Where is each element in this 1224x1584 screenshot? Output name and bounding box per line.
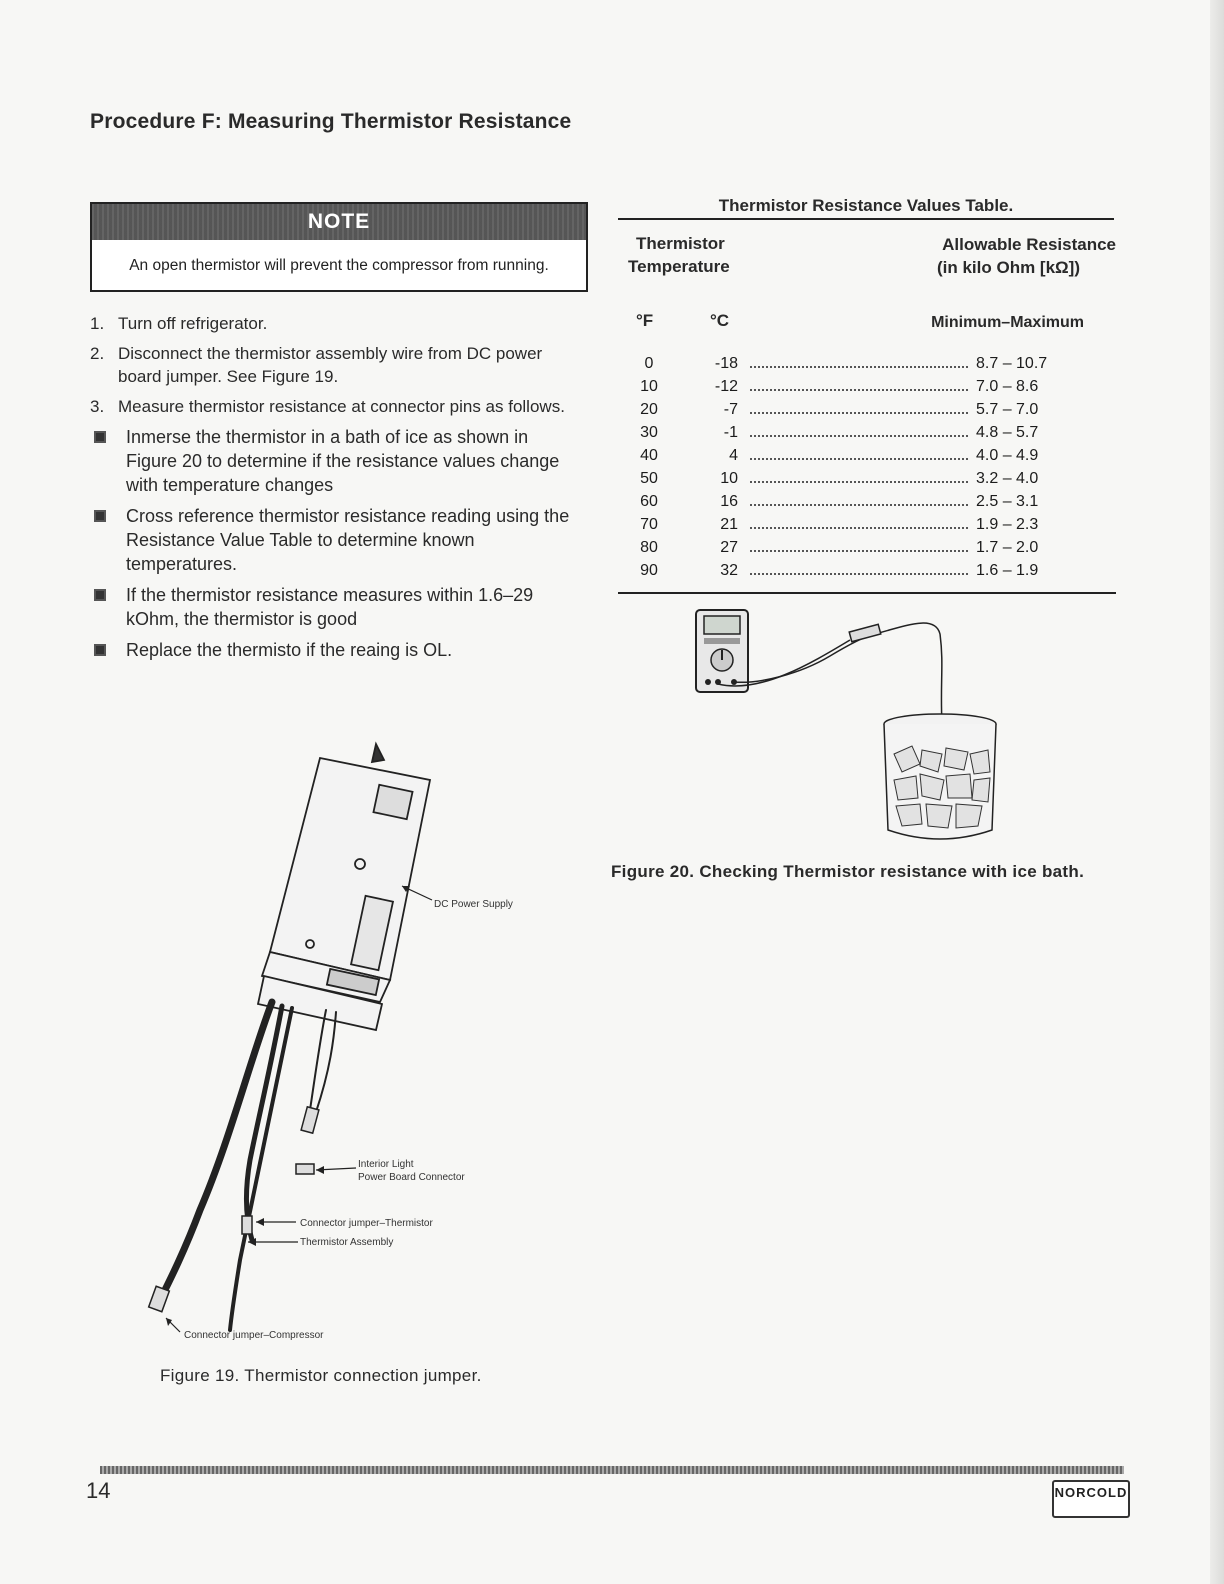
step-1 — [90, 312, 570, 335]
leader-dots — [750, 412, 968, 414]
table-row — [624, 355, 1054, 378]
table-bottom-rule — [618, 592, 1116, 594]
cell-fahrenheit: 90 — [640, 562, 658, 579]
table-row — [624, 562, 1054, 585]
cell-resistance-range: 4.8 – 5.7 — [976, 424, 1039, 441]
bullet-item — [90, 425, 570, 497]
note-box — [90, 202, 588, 292]
leader-dots — [750, 435, 968, 437]
cell-fahrenheit: 80 — [640, 539, 658, 556]
bullet-text: Inmerse the thermistor in a bath of ice as shown in Figure 20 to determine if the resistance values change with temperature changes — [126, 427, 560, 495]
figure-20-illustration — [690, 604, 1010, 848]
square-bullet-icon — [94, 510, 106, 522]
cell-celsius: 21 — [720, 516, 738, 533]
label-power-board-connector: Power Board Connector — [358, 1172, 465, 1183]
step-number: 1. — [90, 314, 105, 333]
label-interior-light: Interior Light — [358, 1159, 414, 1170]
cell-celsius: 16 — [720, 493, 738, 510]
note-heading: NOTE — [307, 210, 371, 233]
step-3 — [90, 395, 570, 418]
bullet-item — [90, 583, 570, 631]
column-fahrenheit: °F — [636, 311, 654, 330]
table-row — [624, 516, 1054, 539]
cell-resistance-range: 5.7 – 7.0 — [976, 401, 1039, 418]
footer-bar — [100, 1466, 1124, 1474]
bullet-text: If the thermistor resistance measures within 1.6–29 kOhm, the thermistor is good — [126, 585, 534, 629]
leader-dots — [750, 458, 968, 460]
figure-19-illustration — [140, 740, 540, 1350]
square-bullet-icon — [94, 589, 106, 601]
table-title: Thermistor Resistance Values Table. — [718, 196, 1014, 215]
label-dc-power-supply: DC Power Supply — [434, 899, 513, 910]
cell-resistance-range: 7.0 – 8.6 — [976, 378, 1039, 395]
cell-fahrenheit: 60 — [640, 493, 658, 510]
cell-celsius: -1 — [723, 424, 738, 441]
figure-19-caption: Figure 19. Thermistor connection jumper. — [160, 1366, 482, 1385]
cell-fahrenheit: 70 — [640, 516, 658, 533]
probe-wires — [718, 623, 942, 724]
label-connector-jumper-thermistor: Connector jumper–Thermistor — [300, 1218, 433, 1229]
table-row — [624, 470, 1054, 493]
page-title: Procedure F: Measuring Thermistor Resistance — [90, 110, 572, 133]
norcold-logo — [1052, 1480, 1130, 1518]
table-row — [624, 401, 1054, 424]
square-bullet-icon — [94, 644, 106, 656]
cell-resistance-range: 8.7 – 10.7 — [976, 355, 1048, 372]
table-row — [624, 378, 1054, 401]
wire-harness — [149, 1002, 336, 1330]
step-text: Measure thermistor resistance at connector pins as follows. — [118, 397, 565, 416]
cell-resistance-range: 1.7 – 2.0 — [976, 539, 1039, 556]
cell-celsius: 10 — [720, 470, 738, 487]
cell-fahrenheit: 30 — [640, 424, 658, 441]
cell-resistance-range: 2.5 – 3.1 — [976, 493, 1039, 510]
leader-dots — [750, 481, 968, 483]
table-row — [624, 493, 1054, 516]
note-text: An open thermistor will prevent the compressor from running. — [129, 257, 549, 274]
bullet-item — [90, 638, 570, 662]
leader-dots — [750, 573, 968, 575]
cell-resistance-range: 4.0 – 4.9 — [976, 447, 1039, 464]
table-top-rule — [618, 218, 1114, 220]
bullet-text: Replace the thermisto if the reaing is OL. — [126, 640, 453, 660]
note-header — [92, 204, 586, 240]
table-row — [624, 539, 1054, 562]
cell-fahrenheit: 20 — [640, 401, 658, 418]
header-thermistor: Thermistor — [636, 234, 725, 253]
cell-celsius: 32 — [720, 562, 738, 579]
multimeter-icon — [696, 610, 748, 692]
figure-20-caption: Figure 20. Checking Thermistor resistance with ice bath. — [611, 862, 1085, 881]
step-text: Disconnect the thermistor assembly wire from DC power board jumper. See Figure 19. — [118, 344, 543, 386]
leader-dots — [750, 550, 968, 552]
cell-celsius: 27 — [720, 539, 738, 556]
cell-celsius: -12 — [714, 378, 738, 395]
cell-celsius: -18 — [714, 355, 738, 372]
square-bullet-icon — [94, 431, 106, 443]
header-kilo-ohm: (in kilo Ohm [kΩ]) — [936, 258, 1080, 277]
ice-bath-glass-icon — [884, 714, 996, 839]
procedure-steps — [90, 312, 570, 669]
header-allowable-resistance: Allowable Resistance — [942, 235, 1116, 254]
table-row — [624, 424, 1054, 447]
cell-fahrenheit: 0 — [644, 355, 654, 372]
cell-resistance-range: 1.6 – 1.9 — [976, 562, 1039, 579]
leader-dots — [750, 527, 968, 529]
table-row — [624, 447, 1054, 470]
label-connector-jumper-compressor: Connector jumper–Compressor — [184, 1330, 324, 1341]
page-edge — [1210, 0, 1224, 1584]
logo-text: NORCOLD — [1054, 1485, 1128, 1500]
header-temperature: Temperature — [628, 257, 730, 276]
leader-dots — [750, 366, 968, 368]
step-text: Turn off refrigerator. — [118, 314, 268, 333]
step-2 — [90, 342, 570, 388]
leader-dots — [750, 504, 968, 506]
leader-dots — [750, 389, 968, 391]
label-thermistor-assembly: Thermistor Assembly — [300, 1237, 394, 1248]
cell-fahrenheit: 40 — [640, 447, 658, 464]
page-number: 14 — [86, 1478, 111, 1503]
cell-resistance-range: 1.9 – 2.3 — [976, 516, 1039, 533]
cell-fahrenheit: 10 — [640, 378, 658, 395]
bullet-text: Cross reference thermistor resistance reading using the Resistance Value Table to determine known temperatures. — [126, 506, 570, 574]
column-celsius: °C — [710, 311, 730, 330]
cell-celsius: 4 — [729, 447, 738, 464]
step-number: 2. — [90, 344, 105, 363]
cell-fahrenheit: 50 — [640, 470, 658, 487]
cell-resistance-range: 3.2 – 4.0 — [976, 470, 1039, 487]
cell-celsius: -7 — [723, 401, 738, 418]
bullet-item — [90, 504, 570, 576]
column-min-max: Minimum–Maximum — [931, 314, 1084, 331]
step-number: 3. — [90, 397, 105, 416]
